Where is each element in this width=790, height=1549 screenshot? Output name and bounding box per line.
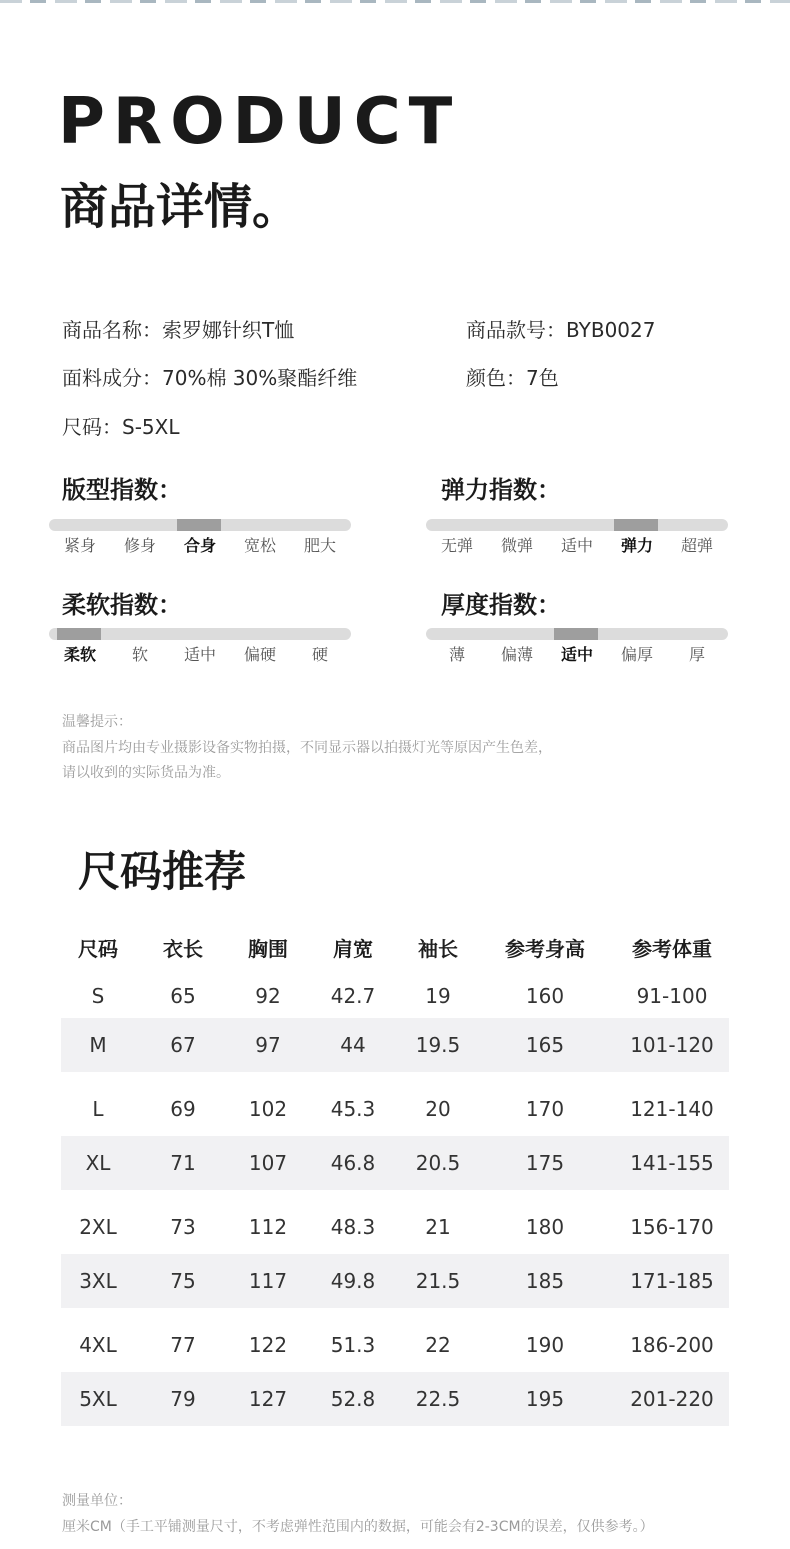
table-cell: 156-170 (630, 1215, 714, 1239)
fit-index-title: 版型指数： (62, 476, 182, 504)
table-cell: S (91, 984, 105, 1008)
table-cell: 190 (525, 1333, 565, 1357)
table-cell: 45.3 (330, 1097, 376, 1121)
hero-title-cn: 商品详情。 (60, 179, 301, 235)
row-spacer (61, 1190, 729, 1200)
table-cell: 5XL (79, 1387, 117, 1411)
elastic-index-option: 超弹 (680, 536, 713, 555)
table-row (61, 1254, 729, 1308)
table-cell: 4XL (79, 1333, 117, 1357)
elastic-index-title: 弹力指数： (441, 476, 561, 504)
table-cell: 101-120 (630, 1033, 714, 1057)
elastic-index-option: 微弹 (500, 536, 533, 555)
table-cell: 20 (425, 1097, 451, 1121)
measure-label: 测量单位： (62, 1493, 132, 1509)
table-cell: 21.5 (415, 1269, 461, 1293)
soft-index-option: 柔软 (63, 645, 96, 664)
table-row (61, 1018, 729, 1072)
table-cell: 20.5 (415, 1151, 461, 1175)
top-decorative-strip (0, 0, 790, 3)
thick-index-option: 厚 (688, 645, 705, 664)
table-header-row (61, 920, 729, 974)
table-cell: 107 (248, 1151, 288, 1175)
elastic-index-option: 适中 (560, 536, 593, 555)
table-cell: 65 (170, 984, 196, 1008)
product-name: 商品名称：索罗娜针织T恤 (62, 318, 295, 342)
table-row (61, 1136, 729, 1190)
soft-index-option: 偏硬 (243, 645, 276, 664)
table-header-cell: 袖长 (418, 936, 458, 961)
elastic-index-marker (614, 519, 658, 531)
table-cell: 141-155 (630, 1151, 714, 1175)
table-cell: 52.8 (330, 1387, 376, 1411)
table-cell: 42.7 (330, 984, 376, 1008)
table-cell: 121-140 (630, 1097, 714, 1121)
table-cell: 46.8 (330, 1151, 376, 1175)
soft-index-option: 硬 (311, 645, 328, 664)
table-header-cell: 参考体重 (632, 936, 712, 961)
table-cell: 3XL (79, 1269, 117, 1293)
table-cell: 171-185 (630, 1269, 714, 1293)
thick-index-option: 偏薄 (500, 645, 533, 664)
table-cell: 117 (248, 1269, 288, 1293)
table-cell: 22.5 (415, 1387, 461, 1411)
table-cell: 91-100 (636, 984, 708, 1008)
fit-index-option: 合身 (183, 536, 216, 555)
soft-index-marker (57, 628, 101, 640)
row-spacer (61, 1072, 729, 1082)
table-cell: 160 (525, 984, 565, 1008)
table-row (61, 974, 729, 1018)
table-cell: 51.3 (330, 1333, 376, 1357)
tip-line-2: 请以收到的实际货品为准。 (62, 765, 230, 781)
thick-index-marker (554, 628, 598, 640)
table-header-cell: 参考身高 (505, 936, 585, 961)
table-cell: 195 (525, 1387, 565, 1411)
table-cell: 170 (525, 1097, 565, 1121)
table-cell: XL (85, 1151, 111, 1175)
table-cell: 19.5 (415, 1033, 461, 1057)
size-table (61, 920, 729, 1426)
soft-index-track (49, 628, 351, 640)
thick-index-option: 薄 (448, 645, 465, 664)
elastic-index-option: 无弹 (440, 536, 473, 555)
fit-index-option: 肥大 (303, 536, 336, 555)
row-spacer (61, 1308, 729, 1318)
product-size-range: 尺码：S-5XL (62, 415, 180, 439)
table-cell: 69 (170, 1097, 196, 1121)
table-row (61, 1082, 729, 1136)
table-cell: 127 (248, 1387, 288, 1411)
table-cell: 21 (425, 1215, 451, 1239)
fit-index-option: 紧身 (63, 536, 96, 555)
table-cell: 67 (170, 1033, 196, 1057)
product-sku: 商品款号：BYB0027 (466, 318, 656, 342)
table-cell: 73 (170, 1215, 196, 1239)
tip-label: 温馨提示： (62, 714, 132, 730)
thick-index-option: 偏厚 (620, 645, 653, 664)
table-cell: 97 (255, 1033, 281, 1057)
hero-title-en: PRODUCT (58, 85, 461, 159)
table-cell: M (89, 1033, 107, 1057)
table-cell: 186-200 (630, 1333, 714, 1357)
product-color: 颜色：7色 (466, 366, 559, 390)
table-cell: 185 (525, 1269, 565, 1293)
table-header-cell: 尺码 (78, 936, 118, 961)
fit-index-track (49, 519, 351, 531)
table-cell: 77 (170, 1333, 196, 1357)
table-cell: 201-220 (630, 1387, 714, 1411)
table-cell: 44 (340, 1033, 366, 1057)
table-cell: 112 (248, 1215, 288, 1239)
table-cell: 19 (425, 984, 451, 1008)
table-cell: L (92, 1097, 104, 1121)
table-row (61, 1372, 729, 1426)
table-cell: 102 (248, 1097, 288, 1121)
elastic-index-option: 弹力 (620, 536, 653, 555)
table-row (61, 1318, 729, 1372)
soft-index-option: 适中 (183, 645, 216, 664)
table-cell: 71 (170, 1151, 196, 1175)
table-cell: 180 (525, 1215, 565, 1239)
table-header-cell: 衣长 (163, 936, 203, 961)
thick-index-track (426, 628, 728, 640)
table-cell: 2XL (79, 1215, 117, 1239)
fit-index-marker (177, 519, 221, 531)
table-cell: 165 (525, 1033, 565, 1057)
table-cell: 79 (170, 1387, 196, 1411)
table-cell: 122 (248, 1333, 288, 1357)
table-cell: 22 (425, 1333, 451, 1357)
table-cell: 75 (170, 1269, 196, 1293)
table-cell: 175 (525, 1151, 565, 1175)
elastic-index-track (426, 519, 728, 531)
table-cell: 92 (255, 984, 281, 1008)
table-header-cell: 胸围 (248, 936, 288, 961)
thick-index-title: 厚度指数： (441, 591, 561, 619)
size-table-title: 尺码推荐 (78, 847, 247, 896)
tip-line-1: 商品图片均由专业摄影设备实物拍摄，不同显示器以拍摄灯光等原因产生色差， (62, 740, 552, 756)
thick-index-option: 适中 (560, 645, 593, 664)
table-cell: 48.3 (330, 1215, 376, 1239)
table-row (61, 1200, 729, 1254)
table-header-cell: 肩宽 (333, 936, 373, 961)
product-material: 面料成分：70%棉 30%聚酯纤维 (62, 366, 358, 390)
table-cell: 49.8 (330, 1269, 376, 1293)
measure-text: 厘米CM（手工平铺测量尺寸，不考虑弹性范围内的数据，可能会有2-3CM的误差，仅供参考。） (62, 1519, 654, 1535)
soft-index-option: 软 (131, 645, 148, 664)
fit-index-option: 修身 (123, 536, 156, 555)
soft-index-title: 柔软指数： (62, 591, 182, 619)
fit-index-option: 宽松 (243, 536, 276, 555)
